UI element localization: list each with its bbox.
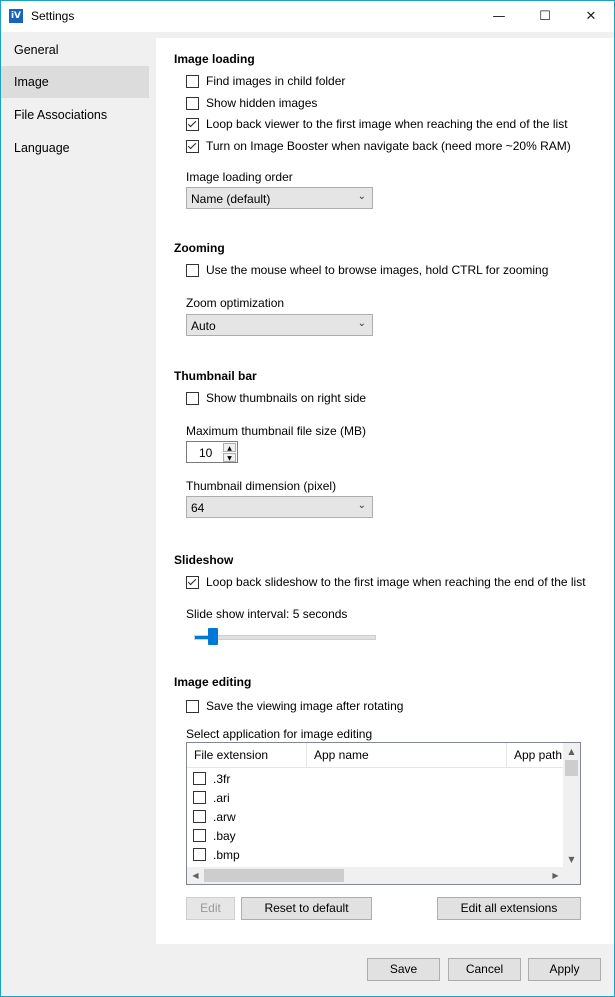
- sidebar-item-file-associations[interactable]: File Associations: [14, 108, 108, 122]
- save-after-rotating-checkbox[interactable]: [186, 697, 403, 715]
- table-row[interactable]: [193, 788, 230, 807]
- row-extension: .bmp: [213, 847, 240, 862]
- save-button[interactable]: Save: [367, 958, 440, 981]
- mouse-wheel-browse-checkbox[interactable]: [186, 261, 548, 279]
- settings-content-panel: [156, 38, 614, 944]
- image-booster-checkbox[interactable]: [186, 137, 571, 155]
- scroll-right-icon[interactable]: ▶: [552, 871, 559, 880]
- max-thumbnail-size-stepper[interactable]: [186, 441, 238, 463]
- image-loading-order-label: Image loading order: [186, 170, 293, 184]
- table-row[interactable]: [193, 807, 236, 826]
- row-extension: .ari: [213, 790, 230, 805]
- thumbnail-dimension-select[interactable]: [186, 496, 373, 518]
- loop-back-viewer-checkbox[interactable]: [186, 115, 568, 133]
- slider-thumb[interactable]: [208, 628, 218, 645]
- row-checkbox[interactable]: [193, 810, 206, 823]
- close-button[interactable]: [568, 1, 614, 32]
- checkbox-box[interactable]: [186, 700, 199, 713]
- chevron-down-icon: ⌄: [357, 500, 366, 511]
- thumbnail-bar-heading: Thumbnail bar: [174, 369, 257, 383]
- find-child-folder-checkbox[interactable]: [186, 72, 345, 90]
- image-editing-heading: Image editing: [174, 675, 252, 689]
- row-extension: .bay: [213, 828, 236, 843]
- scroll-thumb[interactable]: [204, 869, 344, 882]
- table-row[interactable]: [193, 845, 240, 864]
- stepper-down-icon[interactable]: ▼: [223, 453, 236, 462]
- sidebar: [1, 32, 155, 944]
- checkbox-label: Use the mouse wheel to browse images, hold CTRL for zooming: [206, 263, 549, 277]
- table-header: [187, 743, 564, 768]
- app-logo-icon: iV: [10, 11, 22, 21]
- checkbox-label: Show hidden images: [206, 96, 318, 110]
- thumbnail-dimension-label: Thumbnail dimension (pixel): [186, 479, 337, 493]
- table-row[interactable]: [193, 826, 236, 845]
- editing-apps-table[interactable]: [186, 742, 581, 885]
- checkbox-box[interactable]: [186, 118, 199, 131]
- minimize-button[interactable]: [476, 1, 522, 32]
- checkbox-label: Find images in child folder: [206, 74, 346, 88]
- table-row[interactable]: [193, 769, 230, 788]
- chevron-down-icon: ⌄: [357, 318, 366, 329]
- row-checkbox[interactable]: [193, 848, 206, 861]
- select-editing-app-label: Select application for image editing: [186, 727, 373, 741]
- horizontal-scrollbar[interactable]: [187, 867, 564, 884]
- apply-button[interactable]: Apply: [528, 958, 601, 981]
- column-file-extension[interactable]: File extension: [187, 743, 307, 767]
- maximize-button[interactable]: [522, 1, 568, 32]
- thumbnails-right-side-checkbox[interactable]: [186, 389, 366, 407]
- select-value: Auto: [191, 319, 216, 333]
- scroll-corner: [563, 867, 580, 884]
- row-extension: .3fr: [213, 771, 231, 786]
- chevron-down-icon: ⌄: [357, 191, 366, 202]
- title-bar[interactable]: [1, 1, 614, 32]
- checkbox-box[interactable]: [186, 264, 199, 277]
- checkbox-box[interactable]: [186, 576, 199, 589]
- image-loading-heading: Image loading: [174, 52, 255, 66]
- image-loading-order-select[interactable]: [186, 187, 373, 209]
- sidebar-item-image[interactable]: Image: [1, 66, 149, 98]
- checkbox-box[interactable]: [186, 97, 199, 110]
- row-extension: .arw: [213, 809, 236, 824]
- slideshow-interval-slider[interactable]: [194, 635, 376, 640]
- maximize-icon: ☐: [539, 9, 551, 24]
- close-icon: ✕: [585, 9, 597, 24]
- column-app-name[interactable]: App name: [307, 743, 507, 767]
- slideshow-interval-label: Slide show interval: 5 seconds: [186, 607, 348, 621]
- loop-back-slideshow-checkbox[interactable]: [186, 573, 586, 591]
- checkbox-box[interactable]: [186, 75, 199, 88]
- edit-all-extensions-button[interactable]: Edit all extensions: [437, 897, 581, 920]
- zoom-optimization-select[interactable]: [186, 314, 373, 336]
- sidebar-item-general[interactable]: General: [14, 43, 59, 57]
- checkbox-label: Loop back slideshow to the first image when reaching the end of the list: [206, 575, 586, 589]
- checkbox-label: Loop back viewer to the first image when reaching the end of the list: [206, 117, 568, 131]
- select-value: Name (default): [191, 192, 271, 206]
- row-checkbox[interactable]: [193, 791, 206, 804]
- stepper-up-icon[interactable]: ▲: [223, 443, 236, 452]
- checkbox-box[interactable]: [186, 140, 199, 153]
- vertical-scrollbar[interactable]: [563, 743, 580, 868]
- scroll-up-icon[interactable]: ▲: [568, 747, 575, 756]
- checkbox-label: Turn on Image Booster when navigate back (need more ~20% RAM): [206, 139, 571, 153]
- window-title: Settings: [31, 9, 75, 23]
- reset-to-default-button[interactable]: Reset to default: [241, 897, 372, 920]
- slideshow-heading: Slideshow: [174, 553, 234, 567]
- max-thumbnail-size-label: Maximum thumbnail file size (MB): [186, 424, 367, 438]
- scroll-down-icon[interactable]: ▼: [568, 855, 575, 864]
- column-app-path[interactable]: App path: [514, 748, 563, 762]
- checkbox-box[interactable]: [186, 392, 199, 405]
- checkbox-label: Show thumbnails on right side: [206, 391, 367, 405]
- row-checkbox[interactable]: [193, 829, 206, 842]
- select-value: 64: [191, 501, 205, 515]
- cancel-button[interactable]: Cancel: [448, 958, 521, 981]
- zooming-heading: Zooming: [174, 241, 225, 255]
- edit-button[interactable]: Edit: [186, 897, 235, 920]
- stepper-value: 10: [199, 446, 213, 460]
- scroll-thumb[interactable]: [565, 760, 578, 776]
- zoom-optimization-label: Zoom optimization: [186, 296, 285, 310]
- row-checkbox[interactable]: [193, 772, 206, 785]
- sidebar-item-language[interactable]: Language: [14, 141, 70, 155]
- scroll-left-icon[interactable]: ◀: [192, 871, 199, 880]
- checkbox-label: Save the viewing image after rotating: [206, 699, 404, 713]
- minimize-icon: —: [492, 9, 506, 24]
- show-hidden-images-checkbox[interactable]: [186, 94, 317, 112]
